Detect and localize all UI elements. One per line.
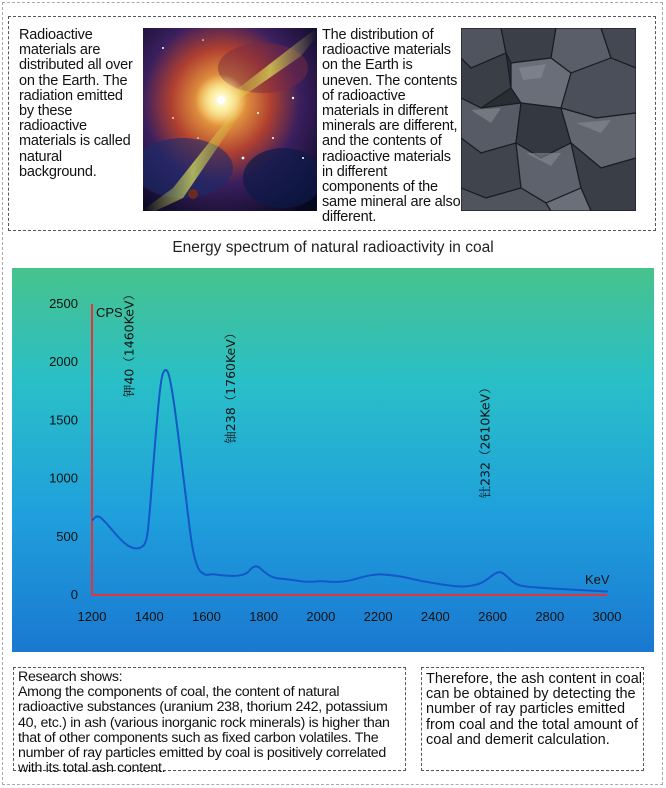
x-tick-label: 2800 <box>535 609 565 624</box>
y-tick-label: 500 <box>56 528 78 544</box>
x-tick-label: 3000 <box>592 609 622 624</box>
intro-left-text: Radioactive materials are distributed all over on the Earth. The radiation emitted by these radioactive materials is called natural background. <box>19 27 133 180</box>
peak-annotation: 钾40（1460KeV） <box>121 288 137 398</box>
x-tick-label: 2600 <box>478 609 508 624</box>
y-tick-label: 1000 <box>49 470 78 486</box>
x-tick-label: 1800 <box>249 609 279 624</box>
y-tick-label: 2500 <box>49 296 78 311</box>
y-axis-label: CPS <box>96 305 123 320</box>
spectrum-chart <box>12 268 654 652</box>
chart-title: Energy spectrum of natural radioactivity in coal <box>172 239 494 256</box>
x-axis-label: KeV <box>585 572 610 587</box>
x-tick-label: 1200 <box>77 609 107 624</box>
peak-annotation: 钍232（2610KeV） <box>477 381 493 499</box>
peak-annotation: 铀238（1760KeV） <box>223 326 239 444</box>
research-heading: Research shows: <box>18 669 123 685</box>
research-body: Among the components of coal, the content of natural radioactive substances (uranium 238, thorium 242, potassium 40, etc.) in ash (various inorganic rock minerals) is higher than that of other components such as fixed carbon volatiles. The number of ray particles emitted by coal is positively correlated with its total ash content. <box>18 684 390 777</box>
x-tick-label: 2200 <box>363 609 393 624</box>
x-tick-label: 2000 <box>306 609 336 624</box>
x-tick-label: 1400 <box>134 609 164 624</box>
intro-right-text: The distribution of radioactive materials on the Earth is uneven. The contents of radioactive materials in different minerals are different, and the contents of radioactive materials in different components of the same mineral are also different. <box>322 27 461 226</box>
y-tick-label: 2000 <box>49 354 78 370</box>
y-tick-label: 1500 <box>49 412 78 428</box>
conclusion-text: Therefore, the ash content in coal can be obtained by detecting the number of ray particles emitted from coal and the total amount of coal and demerit calculation. <box>426 671 643 748</box>
research-text <box>18 670 406 776</box>
galaxy-burst-image <box>143 28 317 211</box>
x-tick-label: 2400 <box>420 609 450 624</box>
x-tick-label: 1600 <box>191 609 221 624</box>
y-tick-label: 0 <box>70 587 78 602</box>
coal-pile-image <box>461 28 636 211</box>
